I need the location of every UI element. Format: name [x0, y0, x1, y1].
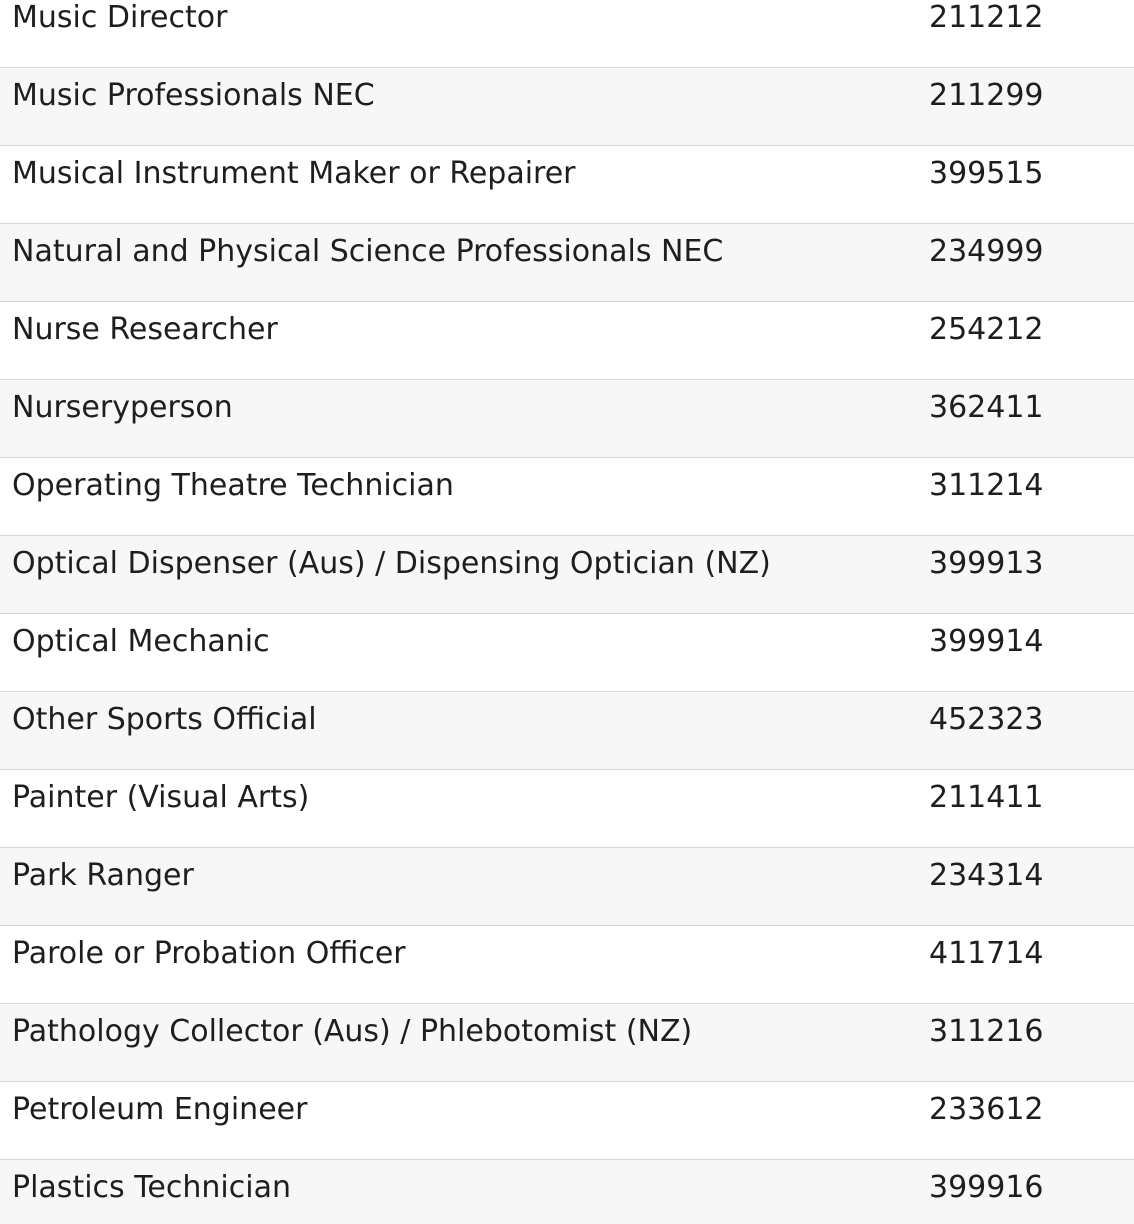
occupation-cell: Painter (Visual Arts)	[12, 780, 310, 815]
table-row	[0, 770, 1134, 848]
table-row	[0, 146, 1134, 224]
table-row	[0, 68, 1134, 146]
occupation-cell: Music Professionals NEC	[12, 78, 375, 113]
table-row	[0, 1004, 1134, 1082]
table-row	[0, 926, 1134, 1004]
occupation-cell: Park Ranger	[12, 858, 194, 893]
occupation-cell: Music Director	[12, 0, 228, 35]
code-cell: 452323	[929, 702, 1044, 737]
code-cell: 399913	[929, 546, 1044, 581]
table-row	[0, 0, 1134, 68]
code-cell: 362411	[929, 390, 1044, 425]
occupation-cell: Natural and Physical Science Professionals NEC	[12, 234, 724, 269]
occupation-cell: Other Sports Official	[12, 702, 317, 737]
code-cell: 234314	[929, 858, 1044, 893]
table-row	[0, 380, 1134, 458]
occupation-cell: Optical Dispenser (Aus) / Dispensing Optician (NZ)	[12, 546, 771, 581]
code-cell: 233612	[929, 1092, 1044, 1127]
occupation-cell: Optical Mechanic	[12, 624, 270, 659]
occupation-cell: Parole or Probation Officer	[12, 936, 406, 971]
occupation-cell: Plastics Technician	[12, 1170, 291, 1205]
code-cell: 311216	[929, 1014, 1044, 1049]
occupation-cell: Pathology Collector (Aus) / Phlebotomist (NZ)	[12, 1014, 693, 1049]
code-cell: 411714	[929, 936, 1044, 971]
occupation-cell: Musical Instrument Maker or Repairer	[12, 156, 576, 191]
code-cell: 254212	[929, 312, 1044, 347]
code-cell: 211299	[929, 78, 1044, 113]
table-row	[0, 302, 1134, 380]
code-cell: 399515	[929, 156, 1044, 191]
table-row	[0, 692, 1134, 770]
code-cell: 211212	[929, 0, 1044, 35]
table-row	[0, 614, 1134, 692]
table-row	[0, 224, 1134, 302]
code-cell: 399916	[929, 1170, 1044, 1205]
table-row	[0, 1082, 1134, 1160]
code-cell: 311214	[929, 468, 1044, 503]
code-cell: 399914	[929, 624, 1044, 659]
code-cell: 211411	[929, 780, 1044, 815]
code-cell: 234999	[929, 234, 1044, 269]
table-row	[0, 848, 1134, 926]
occupation-cell: Petroleum Engineer	[12, 1092, 308, 1127]
occupation-cell: Nurseryperson	[12, 390, 233, 425]
table-row	[0, 1160, 1134, 1224]
table-row	[0, 536, 1134, 614]
occupation-cell: Nurse Researcher	[12, 312, 278, 347]
table-row	[0, 458, 1134, 536]
occupation-cell: Operating Theatre Technician	[12, 468, 454, 503]
